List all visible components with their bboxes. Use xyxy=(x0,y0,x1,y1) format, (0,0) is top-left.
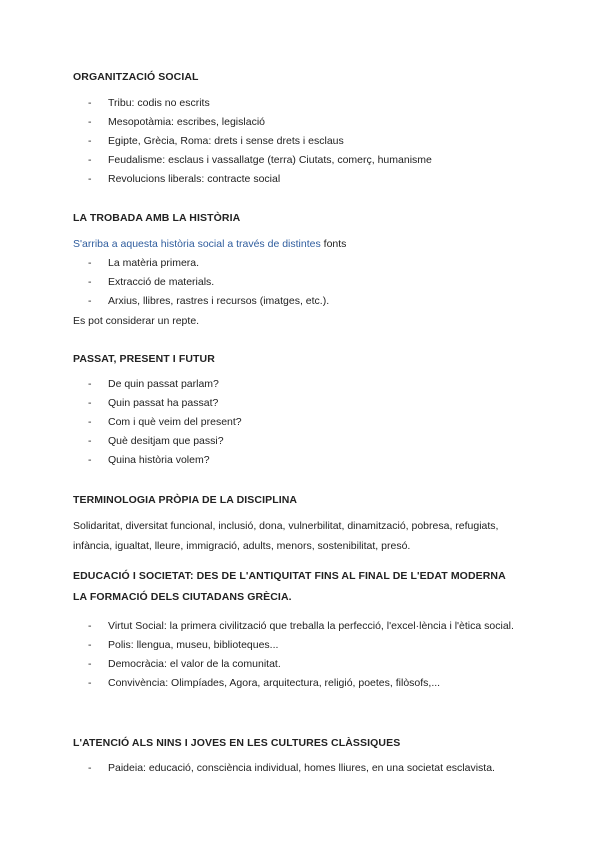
intro-link-text: S'arriba a aquesta història social a través de distintes xyxy=(73,238,321,250)
list-paideia xyxy=(88,759,538,778)
list-item: - Feudalisme: esclaus i vassallatge (terra) Ciutats, comerç, humanisme xyxy=(88,151,538,170)
list-item: - Revolucions liberals: contracte social xyxy=(88,170,538,189)
list-organitzacio-social xyxy=(88,94,538,189)
heading-terminologia: TERMINOLOGIA PRÒPIA DE LA DISCIPLINA xyxy=(73,494,298,506)
list-item: - Què desitjam que passi? xyxy=(88,432,538,451)
list-item: - Polis: llengua, museu, biblioteques... xyxy=(88,636,538,655)
list-item: - Tribu: codis no escrits xyxy=(88,94,538,113)
intro-line xyxy=(73,235,346,254)
heading-educacio-societat: EDUCACIÓ I SOCIETAT: DES DE L'ANTIQUITAT FINS AL FINAL DE L'EDAT MODERNA xyxy=(73,570,506,582)
list-item: - La matèria primera. xyxy=(88,254,538,273)
list-passat-present-futur xyxy=(88,375,538,470)
list-item: - Egipte, Grècia, Roma: drets i sense drets i esclaus xyxy=(88,132,538,151)
heading-passat-present-futur: PASSAT, PRESENT I FUTUR xyxy=(73,353,215,365)
list-item: - De quin passat parlam? xyxy=(88,375,538,394)
list-item: - Mesopotàmia: escribes, legislació xyxy=(88,113,538,132)
list-item: - Virtut Social: la primera civilització que treballa la perfecció, l'excel·lència i l'ètica social. xyxy=(88,618,538,636)
heading-formacio-ciutadans: LA FORMACIÓ DELS CIUTADANS GRÈCIA. xyxy=(73,591,292,603)
list-item: - Convivència: Olimpíades, Agora, arquitectura, religió, poetes, filòsofs,... xyxy=(88,674,538,693)
list-item: - Quin passat ha passat? xyxy=(88,394,538,413)
list-item: - Paideia: educació, consciència individual, homes lliures, en una societat esclavista. xyxy=(88,759,538,778)
list-item: - Democràcia: el valor de la comunitat. xyxy=(88,655,538,674)
list-item: - Quina història volem? xyxy=(88,451,538,470)
closing-line: Es pot considerar un repte. xyxy=(73,315,200,327)
heading-atencio-nins: L'ATENCIÓ ALS NINS I JOVES EN LES CULTURES CLÀSSIQUES xyxy=(73,737,401,749)
list-grecia xyxy=(88,618,538,693)
list-item: - Arxius, llibres, rastres i recursos (imatges, etc.). xyxy=(88,292,538,311)
list-item: - Com i què veim del present? xyxy=(88,413,538,432)
heading-la-trobada: LA TROBADA AMB LA HISTÒRIA xyxy=(73,212,241,224)
terminologia-paragraph: Solidaritat, diversitat funcional, inclusió, dona, vulnerbilitat, dinamització, pobresa, refugiats, infància, igualtat, lleure, immigració, adults, menors, sostenibilitat, presó. xyxy=(73,520,499,552)
heading-organitzacio-social: ORGANITZACIÓ SOCIAL xyxy=(73,71,199,83)
list-fonts xyxy=(88,254,538,311)
intro-tail-text: fonts xyxy=(320,238,347,250)
list-item: - Extracció de materials. xyxy=(88,273,538,292)
